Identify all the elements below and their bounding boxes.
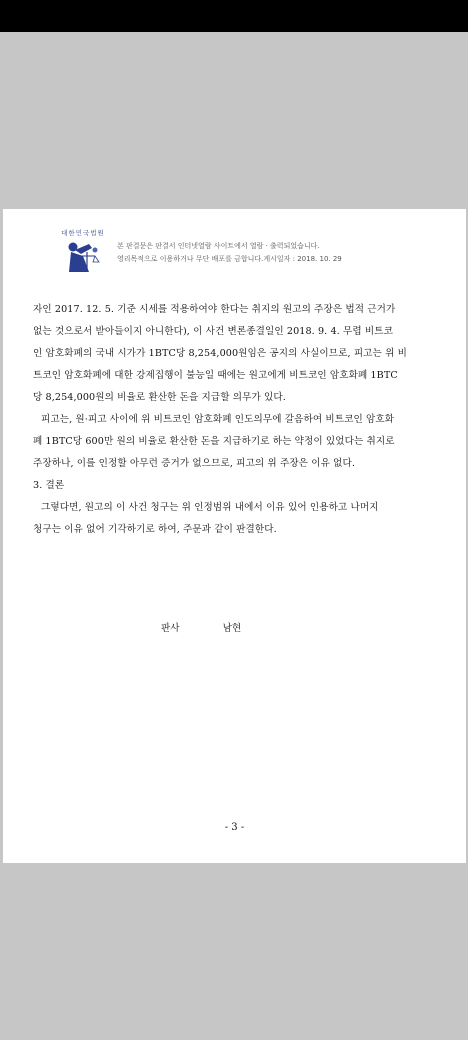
body-line: 폐 1BTC당 600만 원의 비율로 환산한 돈을 지급하기로 하는 약정이 있었다는 취지로 — [33, 436, 395, 447]
body-line: 피고는, 원·피고 사이에 위 비트코인 암호화폐 인도의무에 갈음하여 비트코인 암호화 — [41, 414, 395, 425]
body-line: 트코인 암호화폐에 대한 강제집행이 불능일 때에는 원고에게 비트코인 암호화폐 1BTC — [33, 370, 398, 381]
body-line: 청구는 이유 없어 기각하기로 하여, 주문과 같이 판결한다. — [33, 524, 277, 535]
status-bar — [0, 0, 468, 32]
copyright-notice — [117, 240, 457, 266]
body-line: 주장하나, 이를 인정할 아무런 증거가 없으므로, 피고의 위 주장은 이유 없다. — [33, 458, 355, 469]
court-seal-logo — [59, 226, 107, 274]
notice-line-2: 영리목적으로 이용하거나 무단 배포를 금합니다.게시일자 : 2018. 10. 29 — [117, 255, 342, 263]
document-page — [3, 209, 466, 863]
judge-signature — [161, 620, 241, 634]
section-heading: 3. 결론 — [33, 480, 65, 491]
notice-line-1: 본 판결문은 판결서 인터넷열람 사이트에서 열람 · 출력되었습니다. — [117, 242, 320, 250]
page-number: - 3 - — [224, 822, 245, 833]
body-line: 자인 2017. 12. 5. 기준 시세를 적용하여야 한다는 취지의 원고의 주장은 법적 근거가 — [33, 304, 396, 315]
body-line: 당 8,254,000원의 비율로 환산한 돈을 지급할 의무가 있다. — [33, 392, 286, 403]
body-line: 그렇다면, 원고의 이 사건 청구는 위 인정범위 내에서 이유 있어 인용하고 나머지 — [41, 502, 379, 513]
svg-text:대한민국법원: 대한민국법원 — [61, 229, 105, 237]
judgment-body — [33, 299, 433, 541]
body-line: 인 암호화폐의 국내 시가가 1BTC당 8,254,000원임은 공지의 사실이므로, 피고는 위 비 — [33, 348, 407, 359]
judge-name: 남현 — [222, 623, 242, 634]
judge-title: 판사 — [161, 623, 180, 634]
body-line: 없는 것으로서 받아들이지 아니한다), 이 사건 변론종결일인 2018. 9. 4. 무렵 비트코 — [33, 326, 393, 337]
document-header — [59, 226, 459, 276]
